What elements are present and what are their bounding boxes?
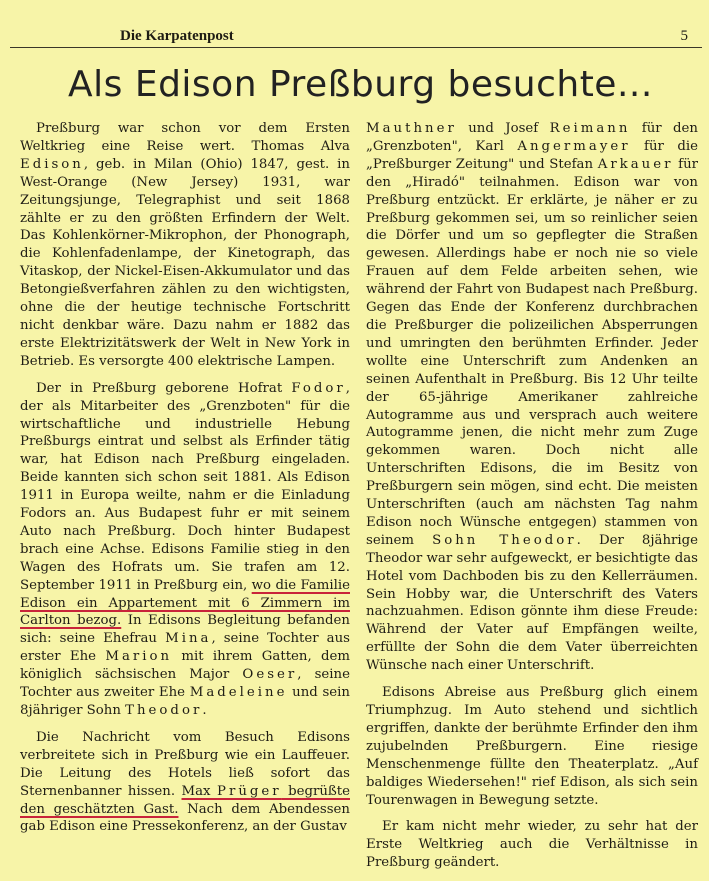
paragraph-press-conference: Mauthner und Josef Reimann für den „Grenzboten", Karl Angermayer für die „Preßburger Zeitung" und Stefan Arkauer für den „Hiradó" teilnahmen. Edison war von Preßburg entzückt. Er erklärte, je näher er zu Preßburg gekommen sei, um so reinlicher seien die Dörfer und um so gepflegter die Straßen gewesen. Allerdings habe er noch nie so viele Frauen auf dem Felde arbeiten sehen, wie während der Fahrt von Budapest nach Preßburg. Gegen das Ende der Konferenz durchbrachen die Preßburger die polizeilichen Absperrungen und umringten den berühmten Erfinder. Jeder wollte eine Unterschrift zum Andenken an seinen Aufenthalt in Preßburg. Bis 12 Uhr teilte der 65-jährige Amerikaner zahlreiche Autogramme aus und versprach auch weitere Autogramme jenen, die nicht mehr zum Zuge gekommen waren. Doch nicht alle Unterschriften Edisons, die im Besitz von Preßburgern sein mögen, sind echt. Die meisten Unterschriften (auch am nächsten Tag nahm Edison noch Wünsche entgegen) stammen von seinem Sohn Theodor. Der 8jährige Theodor war sehr aufgeweckt, er besichtigte das Hotel vom Dachboden bis zu den Kellerräumen. Sein Hobby war, die Unterschrift des Vaters nachzuahmen. Edison gönnte ihm diese Freude: Während der Vater auf Empfängen weilte, erfüllte der Sohn die dem Vater überreichten Wünsche nach einer Unterschrift. [366,121,698,674]
underlined-carlton: wo die Familie Edison ein Appartement mit 6 Zimmern im Carlton bezog. [20,577,350,629]
name-sohn-theodor: Sohn Theodor [432,532,577,548]
name-madeleine: Madeleine [189,685,288,701]
name-reimann: Reimann [549,121,631,136]
name-edison: Edison [20,156,84,172]
name-angermayer: Angermayer [517,138,631,154]
name-marion: Marion [105,649,173,665]
name-oeser: Oeser [242,667,298,683]
paragraph-departure: Edisons Abreise aus Preßburg glich einem Triumphzug. Im Auto stehend und sichtlich ergriffen, dankte der berühmte Erfinder den ihm zujubelnden Preßburgern. Eine riesige Menschenmenge füllte den Theaterplatz. „Auf baldiges Wiedersehen!" rief Edison, als sich sein Tourenwagen in Bewegung setzte. [366,685,698,808]
page-number: 5 [680,28,688,44]
paragraph-ending: Er kam nicht mehr wieder, zu sehr hat der Erste Weltkrieg auch die Verhältnisse in Preßburg geändert. [366,819,698,871]
name-mina: Mina [165,631,212,647]
header-rule [10,47,702,48]
name-arkauer: Arkauer [597,156,674,172]
name-theodor: Theodor [125,703,203,718]
right-column [366,120,698,881]
newspaper-name: Die Karpatenpost [120,28,234,44]
article-headline: Als Edison Preßburg besuchte... [68,64,653,105]
underlined-pruger: Max Prüger begrüßte den geschätzten Gast. [20,783,350,817]
paragraph-invitation: Der in Preßburg geborene Hofrat Fodor, der als Mitarbeiter des „Grenzboten" für die wirtschaftliche und industrielle Hebung Preßburgs eintrat und selbst als Erfinder tätig war, hat Edison nach Preßburg eingeladen. Beide kannten sich schon seit 1881. Als Edison 1911 in Europa weilte, nahm er die Einladung Fodors an. Aus Budapest fuhr er mit seinem Auto nach Preßburg. Doch hinter Budapest brach eine Achse. Edisons Familie stieg in den Wagen des Hofrats um. Sie trafen am 12. September 1911 in Preßburg ein, wo die Familie Edison ein Appartement mit 6 Zimmern im Carlton bezog. In Edisons Begleitung befanden sich: seine Ehefrau Mina, seine Tochter aus erster Ehe Marion mit ihrem Gatten, dem königlich sächsischen Major Oeser, seine Tochter aus zweiter Ehe Madeleine und sein 8jähriger Sohn Theodor. [20,380,350,718]
paragraph-intro: Preßburg war schon vor dem Ersten Weltkrieg eine Reise wert. Thomas Alva Edison, geb. in Milan (Ohio) 1847, gest. in West-Orange (New Jersey) 1931, war Zeitungsjunge, Telegraphist und seit 1868 zählte er zu den größten Erfindern der Welt. Das Kohlenkörner-Mikrophon, der Phonograph, die Kohlenfadenlampe, der Kinetograph, das Vitaskop, der Nickel-Eisen-Akkumulator und das Betongießverfahren zählen zu den wichtigsten, ohne die der heutige technische Fortschritt nicht denkbar wäre. Dazu nahm er 1882 das erste Elektrizitätswerk der Welt in New York in Betrieb. Es versorgte 400 elektrische Lampen. [20,121,350,369]
paragraph-news: Die Nachricht vom Besuch Edisons verbreitete sich in Preßburg wie ein Lauffeuer. Die Leitung des Hotels ließ sofort das Sternenbanner hissen. Max Prüger begrüßte den geschätzten Gast. Nach dem Abendessen gab Edison eine Pressekonferenz, an der Gustav [20,729,350,835]
left-column [20,120,350,845]
name-fodor: Fodor [291,380,346,396]
name-mauthner: Mauthner [366,121,457,136]
